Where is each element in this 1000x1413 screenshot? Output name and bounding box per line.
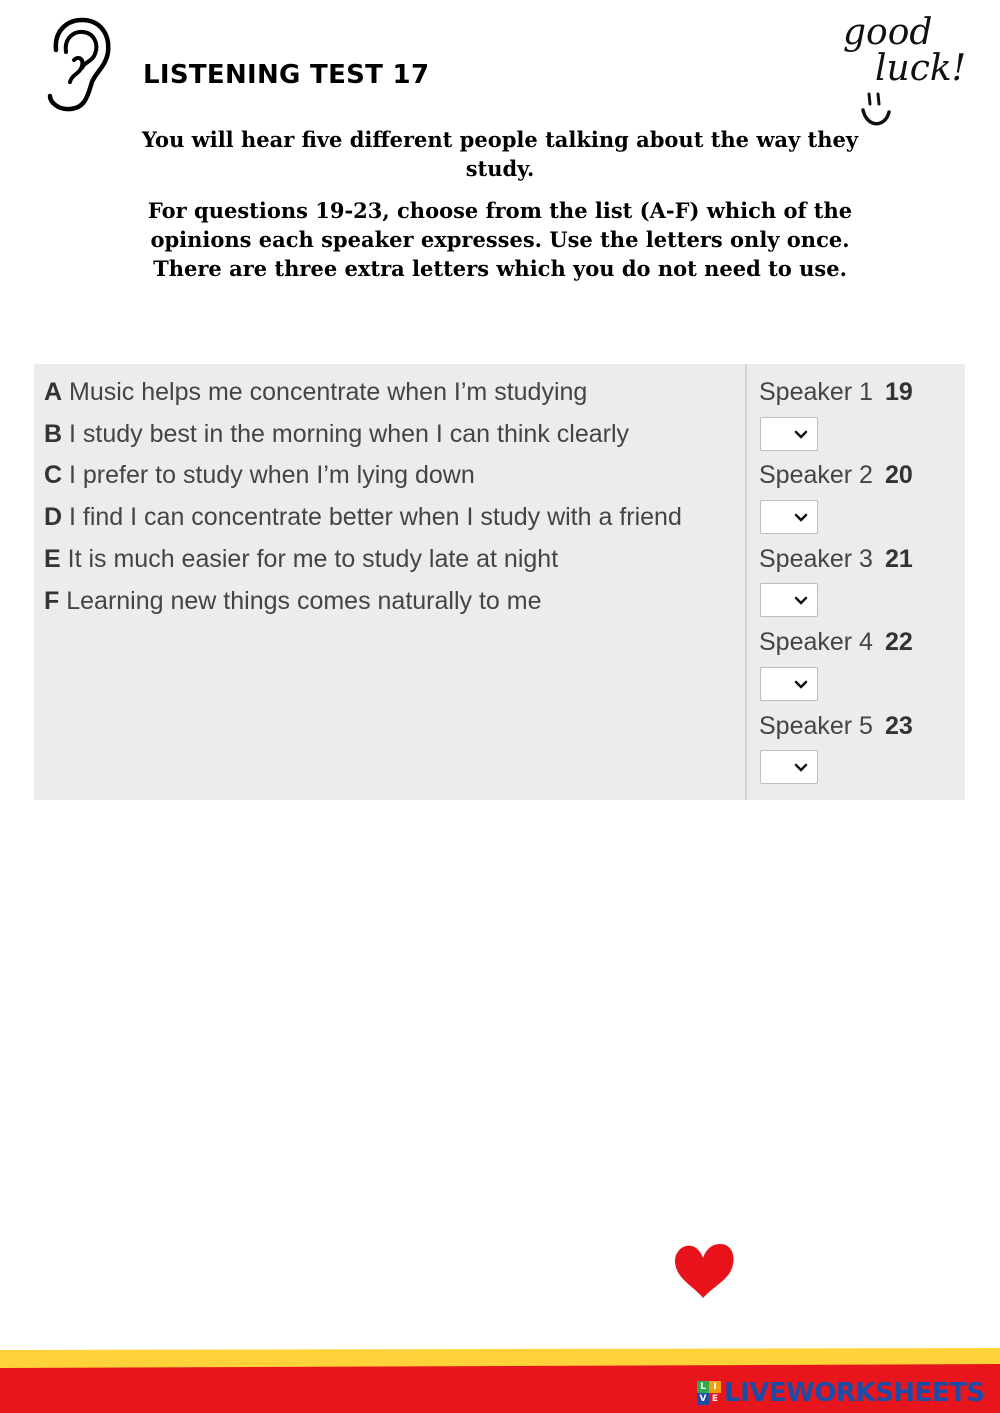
smiley-icon [863,94,889,124]
speaker-4-dropdown[interactable] [760,667,818,701]
option-text: Learning new things comes naturally to me [66,586,542,615]
option-b [44,414,734,456]
option-text: I study best in the morning when I can think clearly [69,419,630,448]
speaker-5-label: Speaker 5 23 [759,711,913,740]
option-letter: F [44,586,60,615]
option-d [44,497,734,539]
matching-panel [34,364,965,800]
brand-name: LIVEWORKSHEETS [724,1378,985,1408]
option-f [44,581,734,623]
option-letter: D [44,503,63,532]
speaker-3-dropdown[interactable] [760,583,818,617]
option-letter: C [44,461,63,490]
option-text: Music helps me concentrate when I’m studying [69,378,588,406]
option-letter: B [44,419,63,448]
good-luck-line1: good [843,12,933,53]
chevron-down-icon [794,430,808,440]
page-title: LISTENING TEST 17 [143,60,430,90]
speaker-5-dropdown[interactable] [760,750,818,784]
good-luck-note [835,4,985,134]
speaker-3-label: Speaker 3 21 [759,544,913,573]
good-luck-line2: luck! [875,48,967,89]
option-letter: A [44,378,63,406]
instruction-intro: You will hear five different people talking about the way they study. [141,127,859,181]
option-e [44,539,734,581]
option-text: I find I can concentrate better when I study with a friend [69,503,682,532]
option-text: It is much easier for me to study late at night [67,544,559,573]
options-list [44,372,734,622]
speaker-2-label: Speaker 2 20 [759,461,913,490]
speaker-4-label: Speaker 4 22 [759,628,913,657]
option-letter: E [44,544,61,573]
instruction-task: For questions 19-23, choose from the list (A-F) which of the opinions each speaker expresses. Use the letters only once. There are three extra letters which you do not need to use. [147,198,853,281]
question-number: 22 [884,628,913,657]
speaker-2-dropdown[interactable] [760,500,818,534]
chevron-down-icon [794,596,808,606]
speaker-1-label: Speaker 1 19 [759,378,913,406]
speaker-1-dropdown[interactable] [760,417,818,451]
option-a [44,372,734,414]
chevron-down-icon [794,680,808,690]
chevron-down-icon [794,763,808,773]
speakers-column [759,372,959,789]
column-divider [745,364,747,800]
ear-icon [44,16,114,114]
option-c [44,455,734,497]
question-number: 20 [884,461,913,490]
liveworksheets-logo [697,1378,985,1408]
option-text: I prefer to study when I’m lying down [69,461,475,490]
logo-blocks-icon: L I V E [697,1381,721,1405]
question-number: 23 [884,711,913,740]
question-number: 19 [884,378,913,406]
question-number: 21 [884,544,913,573]
heart-icon [670,1238,738,1300]
chevron-down-icon [794,513,808,523]
